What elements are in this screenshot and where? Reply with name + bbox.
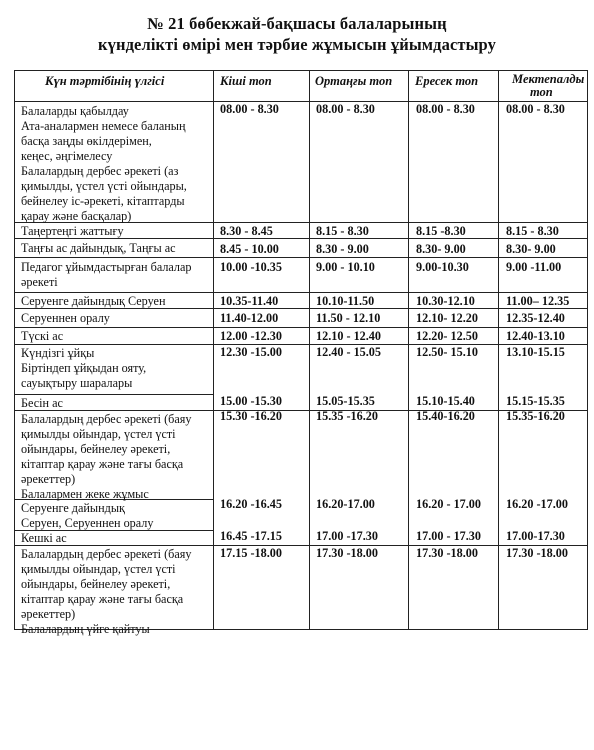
activity-dinner: Кешкі ас (21, 531, 67, 545)
time-preschool: 9.00 -11.00 (506, 260, 562, 274)
activity-reception: Балаларды қабылдау Ата-аналармен немесе баланың басқа заңды өкілдерімен, кеңес, әңгімелесу Балалардың дербес әрекеті (аз қимылды, үстел үсті ойындары, бейнелеу іс-әрекеті, кітаптарды қарау және басқалар) (21, 104, 187, 223)
activity-breakfast: Таңғы ас дайындық, Таңғы ас (21, 241, 176, 255)
activity-nap: Күндізгі ұйқы Біртіндеп ұйқыдан ояту, сауықтыру шаралары (21, 346, 147, 390)
time-middle: 16.20-17.00 (316, 497, 375, 511)
time-preschool: 15.15-15.35 (506, 394, 565, 408)
time-middle: 9.00 - 10.10 (316, 260, 375, 274)
time-senior: 8.30- 9.00 (416, 242, 466, 256)
time-senior: 17.00 - 17.30 (416, 529, 481, 543)
time-senior: 16.20 - 17.00 (416, 497, 481, 511)
time-preschool: 12.35-12.40 (506, 311, 565, 325)
row-divider (15, 327, 587, 328)
activity-lunch: Түскі ас (21, 329, 64, 343)
document-title-line1: № 21 бөбекжай-бақшасы балаларының (147, 14, 447, 33)
header-middle-group: Ортаңғы топ (315, 74, 393, 88)
time-senior: 17.30 -18.00 (416, 546, 478, 560)
time-junior: 8.45 - 10.00 (220, 242, 279, 256)
time-senior: 9.00-10.30 (416, 260, 469, 274)
time-senior: 12.20- 12.50 (416, 329, 478, 343)
row-divider (15, 257, 587, 258)
time-preschool: 16.20 -17.00 (506, 497, 568, 511)
time-junior: 16.45 -17.15 (220, 529, 282, 543)
time-senior: 15.40-16.20 (416, 409, 475, 423)
row-divider (15, 394, 213, 395)
time-middle: 12.40 - 15.05 (316, 345, 381, 359)
row-divider (15, 344, 587, 345)
header-preschool-group: Мектепалды топ (512, 72, 585, 99)
time-middle: 8.15 - 8.30 (316, 224, 369, 238)
activity-morning-exercise: Таңертеңгі жаттығу (21, 224, 124, 238)
time-middle: 17.30 -18.00 (316, 546, 378, 560)
time-junior: 08.00 - 8.30 (220, 102, 279, 116)
time-junior: 15.30 -16.20 (220, 409, 282, 423)
activity-going-home: Балалардың дербес әрекеті (баяу қимылды ойындар, үстел үсті ойындары, бейнелеу әрекеті, кітаптар қарау және тағы басқа әрекеттер) Балалардың үйге қайтуы (21, 547, 192, 636)
time-senior: 8.15 -8.30 (416, 224, 466, 238)
time-senior: 12.50- 15.10 (416, 345, 478, 359)
time-preschool: 11.00– 12.35 (506, 294, 570, 308)
time-middle: 08.00 - 8.30 (316, 102, 375, 116)
activity-walk: Серуенге дайындық Серуен (21, 294, 166, 308)
time-middle: 11.50 - 12.10 (316, 311, 381, 325)
time-preschool: 13.10-15.15 (506, 345, 565, 359)
time-junior: 16.20 -16.45 (220, 497, 282, 511)
time-preschool: 17.30 -18.00 (506, 546, 568, 560)
time-junior: 12.00 -12.30 (220, 329, 282, 343)
time-middle: 15.05-15.35 (316, 394, 375, 408)
time-preschool: 08.00 - 8.30 (506, 102, 565, 116)
header-senior-group: Ересек топ (415, 74, 479, 88)
header-schedule: Күн тәртібінің үлгісі (45, 74, 165, 88)
activity-evening-walk: Серуенге дайындық Серуен, Серуеннен оралу (21, 501, 154, 530)
time-junior: 10.00 -10.35 (220, 260, 282, 274)
activity-independent: Балалардың дербес әрекеті (баяу қимылды ойындар, үстел үсті ойындары, бейнелеу әрекеті, кітаптар қарау және тағы басқа әрекеттер) Балалармен жеке жұмыс (21, 412, 192, 501)
time-middle: 10.10-11.50 (316, 294, 375, 308)
time-junior: 10.35-11.40 (220, 294, 279, 308)
time-middle: 8.30 - 9.00 (316, 242, 369, 256)
time-junior: 8.30 - 8.45 (220, 224, 273, 238)
time-preschool: 12.40-13.10 (506, 329, 565, 343)
time-preschool: 17.00-17.30 (506, 529, 565, 543)
time-senior: 12.10- 12.20 (416, 311, 478, 325)
time-middle: 12.10 - 12.40 (316, 329, 381, 343)
time-junior: 17.15 -18.00 (220, 546, 282, 560)
time-preschool: 15.35-16.20 (506, 409, 565, 423)
time-preschool: 8.15 - 8.30 (506, 224, 559, 238)
time-preschool: 8.30- 9.00 (506, 242, 556, 256)
time-middle: 15.35 -16.20 (316, 409, 378, 423)
activity-organized: Педагог ұйымдастырған балалар әрекеті (21, 260, 192, 289)
time-middle: 17.00 -17.30 (316, 529, 378, 543)
time-senior: 15.10-15.40 (416, 394, 475, 408)
time-junior: 11.40-12.00 (220, 311, 279, 325)
row-divider (15, 101, 587, 102)
header-junior-group: Кіші топ (220, 74, 272, 88)
row-divider (15, 292, 587, 293)
document-title-line2: күнделікті өмірі мен тәрбие жұмысын ұйымдастыру (98, 35, 496, 54)
time-junior: 15.00 -15.30 (220, 394, 282, 408)
activity-afternoon-snack: Бесін ас (21, 396, 63, 410)
time-senior: 10.30-12.10 (416, 294, 475, 308)
schedule-table (14, 70, 588, 636)
activity-return-walk: Серуеннен оралу (21, 311, 110, 325)
time-senior: 08.00 - 8.30 (416, 102, 475, 116)
time-junior: 12.30 -15.00 (220, 345, 282, 359)
